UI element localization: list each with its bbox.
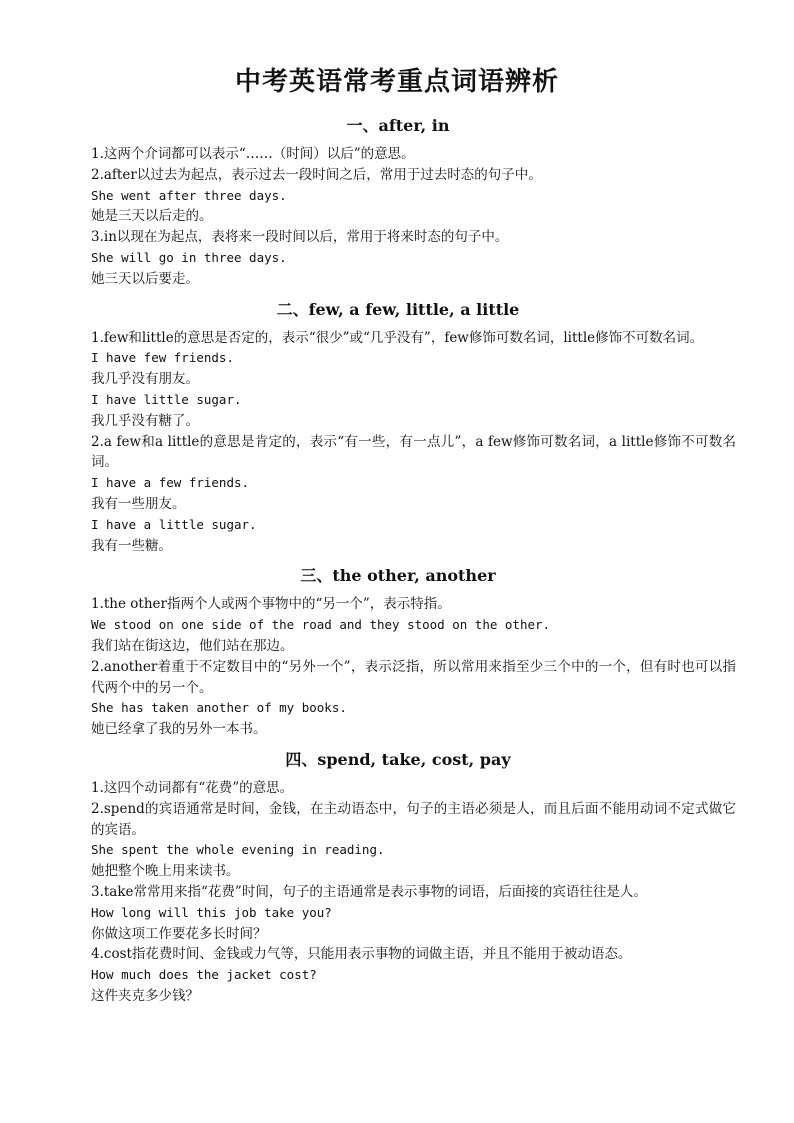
body-line: 2.after以过去为起点，表示过去一段时间之后，常用于过去时态的句子中。 — [91, 166, 542, 183]
example-sentence: I have few friends. — [91, 350, 234, 366]
body-paragraph: 2.spend的宾语通常是时间，金钱，在主动语态中，句子的主语必须是人，而且后面不能用动词不定式做它的宾语。 — [91, 800, 736, 838]
example-sentence: She will go in three days. — [91, 249, 287, 265]
translation-line: 她三天以后要走。 — [91, 270, 199, 287]
body-paragraph: 2.a few和a little的意思是肯定的，表示“有一些，有一点儿”，a few修饰可数名词，a little修饰不可数名词。 — [91, 433, 736, 471]
section-heading: 一、after, in — [346, 116, 450, 135]
example-sentence: I have a few friends. — [91, 475, 250, 491]
translation-line: 她把整个晚上用来读书。 — [91, 863, 240, 880]
section-heading: 二、few, a few, little, a little — [276, 299, 520, 319]
example-sentence: She spent the whole evening in reading. — [91, 842, 385, 858]
example-sentence: I have a little sugar. — [91, 516, 257, 532]
translation-line: 我几乎没有糖了。 — [91, 412, 199, 429]
translation-line: 这件夹克多少钱？ — [91, 987, 199, 1004]
body-line: 1.the other指两个人或两个事物中的“另一个”，表示特指。 — [91, 596, 451, 613]
example-sentence: I have little sugar. — [91, 391, 242, 407]
body-line: 4.cost指花费时间、金钱或力气等，只能用表示事物的词做主语，并且不能用于被动语态。 — [91, 946, 632, 963]
translation-line: 我几乎没有朋友。 — [91, 371, 199, 388]
example-sentence: She went after three days. — [91, 187, 287, 203]
section-heading: 三、the other, another — [300, 566, 496, 586]
translation-line: 我们站在街这边，他们站在那边。 — [91, 637, 294, 654]
example-sentence: How much does the jacket cost? — [91, 967, 317, 983]
section-heading: 四、spend, take, cost, pay — [285, 749, 511, 769]
body-paragraph: 3.take常常用来指“花费”时间，句子的主语通常是表示事物的词语，后面接的宾语往往是人。 — [91, 883, 647, 900]
body-line: 1.这四个动词都有“花费”的意思。 — [91, 779, 294, 796]
body-paragraph: 1.few和little的意思是否定的，表示“很少”或“几乎没有”，few修饰可数名词，little修饰不可数名词。 — [91, 329, 704, 346]
example-sentence: We stood on one side of the road and they stood on the other. — [91, 617, 551, 633]
translation-line: 她已经拿了我的另外一本书。 — [91, 721, 267, 738]
body-line: 3.in以现在为起点，表将来一段时间以后，常用于将来时态的句子中。 — [91, 229, 509, 246]
example-sentence: How long will this job take you? — [91, 904, 332, 920]
translation-line: 你做这项工作要花多长时间？ — [91, 925, 267, 942]
body-paragraph: 2.another着重于不定数目中的“另外一个”，表示泛指，所以常用来指至少三个中的一个，但有时也可以指代两个中的另一个。 — [91, 658, 736, 696]
body-line: 1.这两个介词都可以表示“……（时间）以后”的意思。 — [91, 146, 415, 162]
translation-line: 我有一些糖。 — [91, 537, 172, 554]
translation-line: 我有一些朋友。 — [91, 495, 186, 512]
translation-line: 她是三天以后走的。 — [91, 208, 213, 225]
page-title: 中考英语常考重点词语辨析 — [234, 67, 559, 97]
document-body — [60, 112, 736, 1007]
example-sentence: She has taken another of my books. — [91, 700, 347, 716]
